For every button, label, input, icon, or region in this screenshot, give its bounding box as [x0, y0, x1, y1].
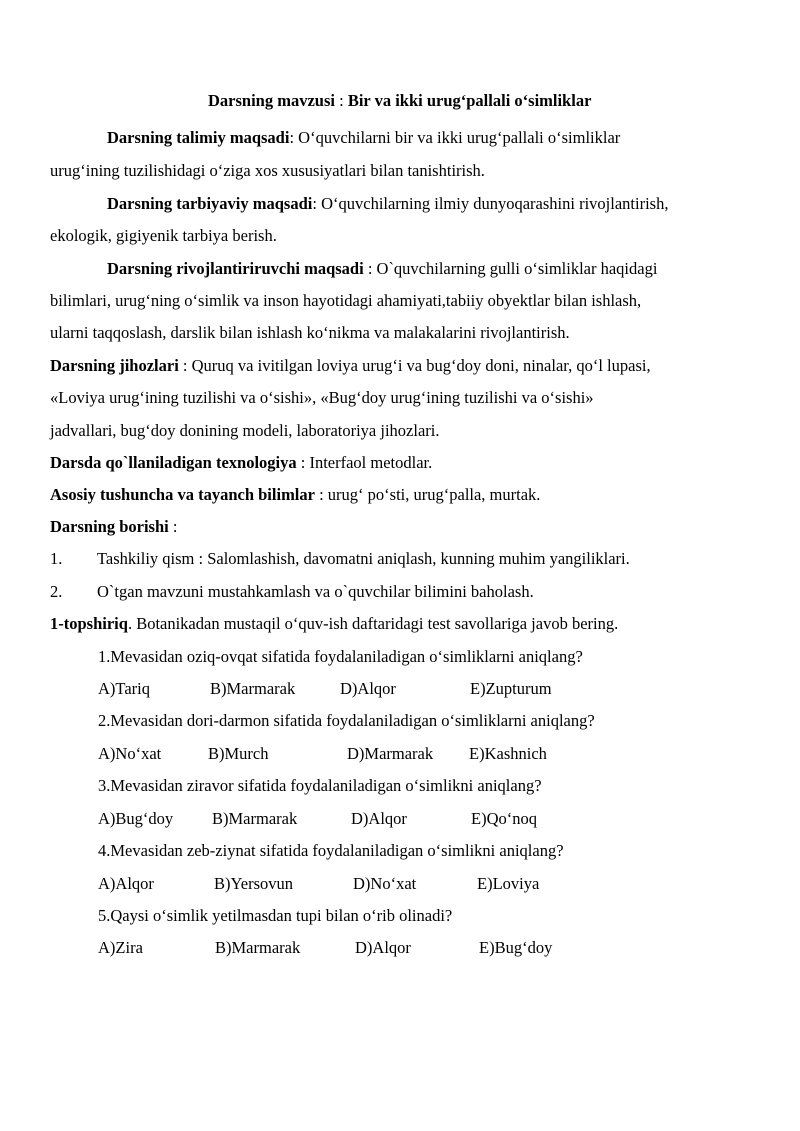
borishi-label: Darsning borishi	[50, 517, 169, 536]
step-text: O`tgan mavzuni mustahkamlash va o`quvchilar bilimini baholash.	[97, 582, 534, 601]
tarbiyaviy-line-1	[107, 194, 668, 214]
rivojlantiruvchi-line-1	[107, 259, 657, 279]
talimiy-label: Darsning talimiy maqsadi	[107, 128, 290, 147]
option: B)Marmarak	[210, 679, 296, 698]
tarbiyaviy-line-2: ekologik, gigiyenik tarbiya berish.	[50, 226, 277, 245]
task-line	[50, 614, 618, 634]
option: B)Murch	[208, 744, 269, 763]
lesson-title	[208, 91, 591, 111]
question-text: 3.Mevasidan ziravor sifatida foydalaniladigan o‘simlikni aniqlang?	[98, 776, 542, 795]
option: E)Kashnich	[469, 744, 547, 763]
step-number: 2.	[50, 582, 63, 601]
option: A)Zira	[98, 938, 143, 957]
option: A)Bug‘doy	[98, 809, 174, 828]
talimiy-line-2: urug‘ining tuzilishidagi o‘ziga xos xususiyatlari bilan tanishtirish.	[50, 161, 485, 180]
task-text: . Botanikadan mustaqil o‘quv-ish daftaridagi test savollariga javob bering.	[127, 614, 619, 633]
rivojlantiruvchi-label: Darsning rivojlantiriruvchi maqsadi	[107, 259, 364, 278]
option: B)Marmarak	[212, 809, 298, 828]
jihozlar-line-3: jadvallari, bug‘doy donining modeli, laboratoriya jihozlari.	[50, 421, 440, 440]
tushuncha-text: : urug‘ po‘sti, urug‘palla, murtak.	[314, 485, 541, 504]
tushuncha-label: Asosiy tushuncha va tayanch bilimlar	[50, 485, 315, 504]
option: B)Marmarak	[215, 938, 301, 957]
option: D)Marmarak	[347, 744, 434, 763]
option: A)Tariq	[98, 679, 150, 698]
borishi-text: :	[168, 517, 178, 536]
option: D)Alqor	[351, 809, 407, 828]
task-label: 1-topshiriq	[50, 614, 128, 633]
option: E)Qo‘noq	[471, 809, 537, 828]
title-text: Bir va ikki urug‘pallali o‘simliklar	[347, 91, 592, 110]
title-separator: :	[334, 91, 348, 110]
jihozlar-line-1	[50, 356, 651, 376]
step-number: 1.	[50, 549, 63, 568]
tarbiyaviy-text-1: : O‘quvchilarning ilmiy dunyoqarashini rivojlantirish,	[312, 194, 669, 213]
borishi-line	[50, 517, 177, 537]
tarbiyaviy-label: Darsning tarbiyaviy maqsadi	[107, 194, 313, 213]
talimiy-text-1: : O‘quvchilarni bir va ikki urug‘pallali o‘simliklar	[289, 128, 621, 147]
texnologiya-line	[50, 453, 432, 473]
question-text: 2.Mevasidan dori-darmon sifatida foydalaniladigan o‘simliklarni aniqlang?	[98, 711, 595, 730]
texnologiya-text: : Interfaol metodlar.	[296, 453, 433, 472]
title-label: Darsning mavzusi	[208, 91, 335, 110]
option: A)No‘xat	[98, 744, 162, 763]
option: D)Alqor	[355, 938, 411, 957]
tushuncha-line	[50, 485, 540, 505]
option: A)Alqor	[98, 874, 154, 893]
question-text: 1.Mevasidan oziq-ovqat sifatida foydalaniladigan o‘simliklarni aniqlang?	[98, 647, 583, 666]
jihozlar-label: Darsning jihozlari	[50, 356, 179, 375]
option: E)Bug‘doy	[479, 938, 553, 957]
talimiy-line-1	[107, 128, 620, 148]
step-text: Tashkiliy qism : Salomlashish, davomatni aniqlash, kunning muhim yangiliklari.	[97, 549, 630, 568]
question-text: 4.Mevasidan zeb-ziynat sifatida foydalaniladigan o‘simlikni aniqlang?	[98, 841, 564, 860]
jihozlar-text-1: : Quruq va ivitilgan loviya urug‘i va bug‘doy doni, ninalar, qo‘l lupasi,	[178, 356, 651, 375]
option: E)Loviya	[477, 874, 540, 893]
option: E)Zupturum	[470, 679, 552, 698]
rivojlantiruvchi-line-2: bilimlari, urug‘ning o‘simlik va inson hayotidagi ahamiyati,tabiiy obyektlar bilan ishlash,	[50, 291, 642, 310]
rivojlantiruvchi-text-1: : O`quvchilarning gulli o‘simliklar haqidagi	[363, 259, 658, 278]
question-text: 5.Qaysi o‘simlik yetilmasdan tupi bilan o‘rib olinadi?	[98, 906, 453, 925]
jihozlar-line-2: «Loviya urug‘ining tuzilishi va o‘sishi», «Bug‘doy urug‘ining tuzilishi va o‘sishi»	[50, 388, 594, 407]
option: D)Alqor	[340, 679, 396, 698]
rivojlantiruvchi-line-3: ularni taqqoslash, darslik bilan ishlash ko‘nikma va malakalarini rivojlantirish.	[50, 323, 570, 342]
texnologiya-label: Darsda qo`llaniladigan texnologiya	[50, 453, 297, 472]
option: B)Yersovun	[214, 874, 294, 893]
option: D)No‘xat	[353, 874, 417, 893]
